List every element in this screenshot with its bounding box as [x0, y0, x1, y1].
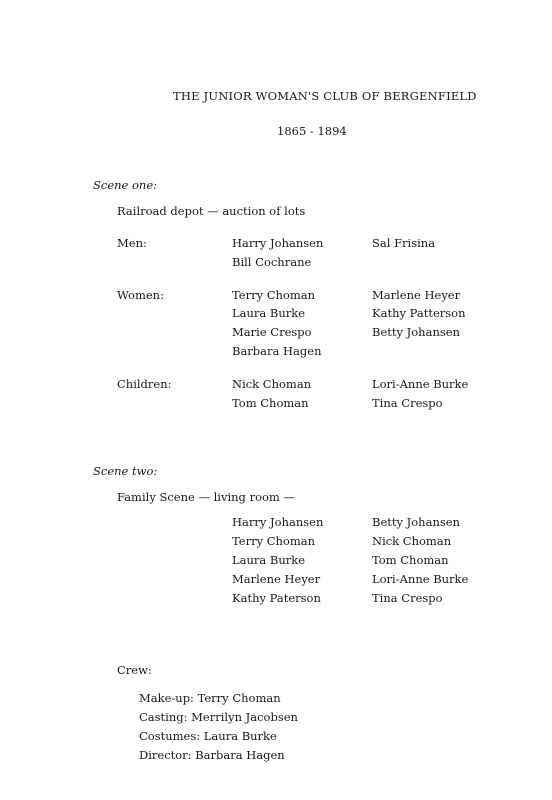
scene-one-heading: Scene one: [93, 178, 158, 192]
cast-name: Sal Frisina [372, 236, 436, 250]
crew-item: Make-up: Terry Choman [139, 691, 281, 705]
cast-name: Marie Crespo [232, 325, 312, 339]
cast-name: Tina Crespo [372, 396, 443, 410]
cast-name: Barbara Hagen [232, 344, 322, 358]
scene-two-description: Family Scene — living room — [117, 490, 295, 504]
crew-item: Casting: Merrilyn Jacobsen [139, 710, 298, 724]
cast-name: Lori-Anne Burke [372, 377, 469, 391]
cast-name: Betty Johansen [372, 325, 460, 339]
crew-item: Costumes: Laura Burke [139, 729, 277, 743]
cast-name: Marlene Heyer [232, 572, 321, 586]
cast-name: Kathy Patterson [372, 306, 466, 320]
cast-name: Tina Crespo [372, 591, 443, 605]
cast-name: Tom Choman [232, 396, 309, 410]
cast-name: Terry Choman [232, 288, 316, 302]
page-title: THE JUNIOR WOMAN'S CLUB OF BERGENFIELD [173, 89, 477, 103]
cast-name: Nick Choman [232, 377, 312, 391]
scene-one-description: Railroad depot — auction of lots [117, 204, 306, 218]
cast-name: Lori-Anne Burke [372, 572, 469, 586]
cast-name: Harry Johansen [232, 236, 324, 250]
cast-name: Harry Johansen [232, 515, 324, 529]
cast-name: Tom Choman [372, 553, 449, 567]
group-label-children: Children: [117, 377, 172, 391]
cast-name: Marlene Heyer [372, 288, 461, 302]
crew-heading: Crew: [117, 663, 152, 677]
crew-item: Director: Barbara Hagen [139, 748, 285, 762]
group-label-men: Men: [117, 236, 147, 250]
cast-name: Nick Choman [372, 534, 452, 548]
cast-name: Laura Burke [232, 553, 306, 567]
cast-name: Terry Choman [232, 534, 316, 548]
cast-name: Bill Cochrane [232, 255, 312, 269]
cast-name: Kathy Paterson [232, 591, 321, 605]
group-label-women: Women: [117, 288, 164, 302]
years-range: 1865 - 1894 [277, 124, 347, 138]
scene-two-heading: Scene two: [93, 464, 158, 478]
cast-name: Laura Burke [232, 306, 306, 320]
cast-name: Betty Johansen [372, 515, 460, 529]
